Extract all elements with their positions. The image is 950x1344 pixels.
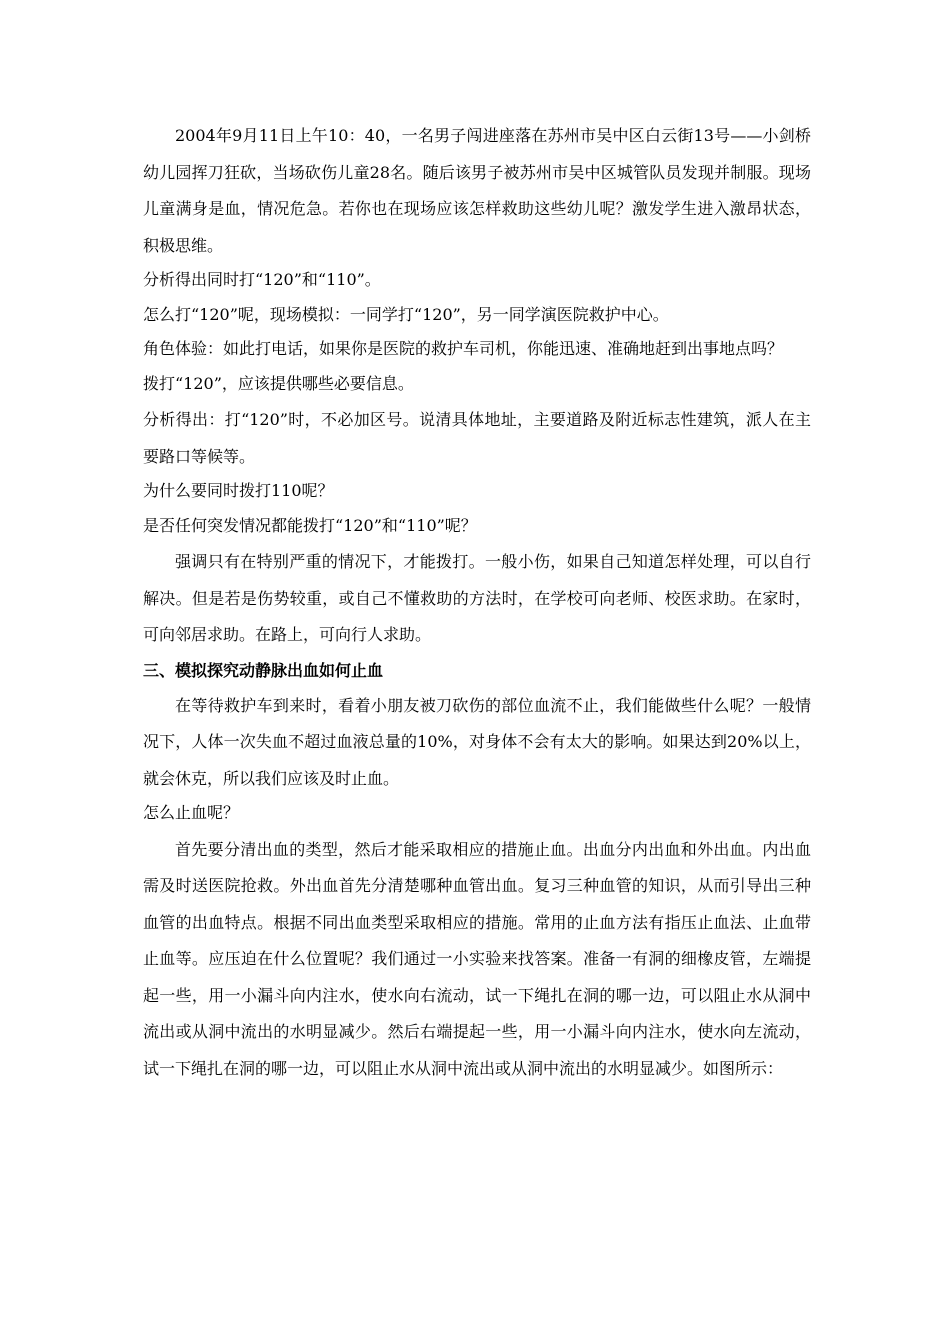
paragraph-how-stop: 怎么止血呢？	[143, 803, 240, 822]
document-body	[143, 118, 811, 1087]
section-heading-3: 三、模拟探究动静脉出血如何止血	[143, 660, 384, 680]
paragraph-emphasis: 强调只有在特别严重的情况下，才能拨打。一般小伤，如果自己知道怎样处理，可以自行解决。但是若是伤势较重，或自己不懂救助的方法时，在学校可向老师、校医求助。在家时，可向邻居求助。在路上，可向行人求助。	[143, 552, 811, 644]
paragraph-experiment: 首先要分清出血的类型，然后才能采取相应的措施止血。出血分内出血和外出血。内出血需及时送医院抢救。外出血首先分清楚哪种血管出血。复习三种血管的知识，从而引导出三种血管的出血特点。根据不同出血类型采取相应的措施。常用的止血方法有指压止血法、止血带止血等。应压迫在什么位置呢？我们通过一小实验来找答案。准备一有洞的细橡皮管，左端提起一些，用一小漏斗向内注水，使水向右流动，试一下绳扎在洞的哪一边，可以阻止水从洞中流出或从洞中流出的水明显减少。然后右端提起一些，用一小漏斗向内注水，使水向左流动，试一下绳扎在洞的哪一边，可以阻止水从洞中流出或从洞中流出的水明显减少。如图所示：	[143, 839, 811, 1078]
paragraph-question-110: 为什么要同时拨打110呢？	[143, 481, 334, 500]
paragraph-info-needed: 拨打“120”，应该提供哪些必要信息。	[143, 373, 414, 393]
paragraph-analysis-call: 分析得出同时打“120”和“110”。	[143, 270, 381, 289]
paragraph-simulation: 怎么打“120”呢，现场模拟：一同学打“120”，另一同学演医院救护中心。	[143, 304, 669, 324]
paragraph-role-play: 角色体验：如此打电话，如果你是医院的救护车司机，你能迅速、准确地赶到出事地点吗？	[143, 339, 784, 358]
paragraph-question-any: 是否任何突发情况都能拨打“120”和“110”呢？	[143, 515, 477, 535]
paragraph-analysis-result: 分析得出：打“120”时，不必加区号。说清具体地址，主要道路及附近标志性建筑，派人在主要路口等候等。	[143, 410, 811, 466]
paragraph-bleeding-intro: 在等待救护车到来时，看着小朋友被刀砍伤的部位血流不止，我们能做些什么呢？一般情况下，人体一次失血不超过血液总量的10%，对身体不会有太大的影响。如果达到20%以上，就会休克，所以我们应该及时止血。	[143, 695, 811, 788]
paragraph-incident: 2004年9月11日上午10：40，一名男子闯进座落在苏州市吴中区白云街13号——小剑桥幼儿园挥刀狂砍，当场砍伤儿童28名。随后该男子被苏州市吴中区城管队员发现并制服。现场儿童满身是血，情况危急。若你也在现场应该怎样救助这些幼儿呢？激发学生进入激昂状态，积极思维。	[143, 126, 811, 255]
